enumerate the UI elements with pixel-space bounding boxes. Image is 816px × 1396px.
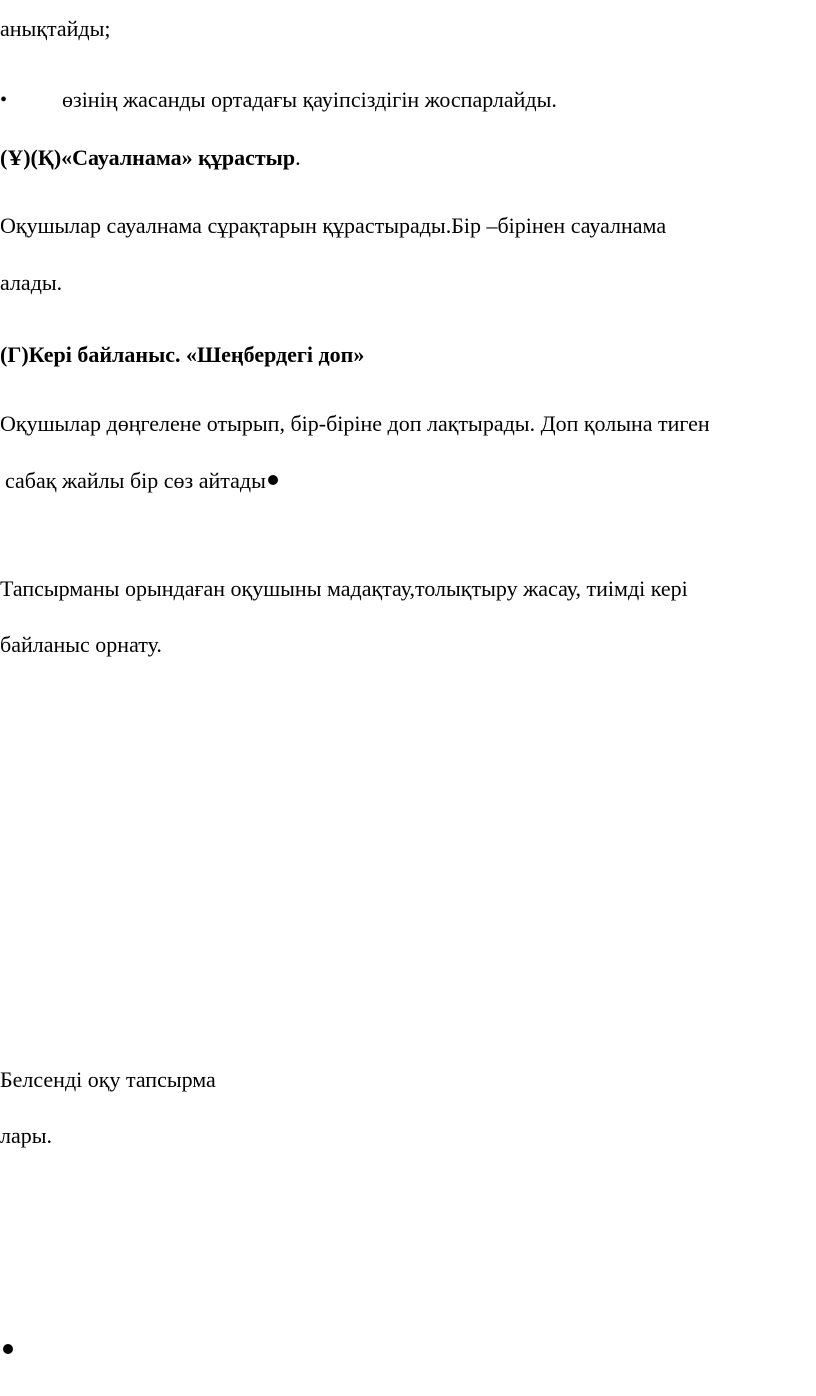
heading-survey-text: (Ұ)(Қ)«Сауалнама» құрастыр <box>0 145 296 170</box>
paragraph-survey-line-1: Оқушылар сауалнама сұрақтарын құрастырады.Бір –бірінен сауалнама <box>0 213 667 238</box>
paragraph-praise-line-1: Тапсырманы орындаған оқушыны мадақтау,толықтыру жасау, тиімді кері <box>0 576 688 601</box>
paragraph-active-learning-line-1: Белсенді оқу тапсырма <box>0 1067 216 1092</box>
paragraph-praise-line-2: байланыс орнату. <box>0 632 162 657</box>
bullet-item-text: өзінің жасанды ортадағы қауіпсіздігін жоспарлайды. <box>62 87 557 112</box>
paragraph-active-learning-line-2: лары. <box>0 1123 53 1148</box>
text-line-definitely: анықтайды; <box>0 16 111 41</box>
bullet-dot-icon <box>268 475 278 485</box>
paragraph-ball-line-1: Оқушылар дөңгелене отырып, бір-біріне доп лақтырады. Доп қолына тиген <box>0 411 710 436</box>
bullet-dot-icon <box>3 1344 13 1354</box>
heading-survey-punct: . <box>295 145 301 170</box>
paragraph-ball-line-2-text: сабақ жайлы бір сөз айтады <box>5 468 266 493</box>
paragraph-ball-line-2 <box>5 468 278 494</box>
section-heading-feedback: (Г)Кері байланыс. «Шеңбердегі доп» <box>0 342 365 367</box>
section-heading-survey <box>0 145 301 171</box>
paragraph-survey-line-2: алады. <box>0 270 63 295</box>
bullet-marker: • <box>0 89 8 111</box>
